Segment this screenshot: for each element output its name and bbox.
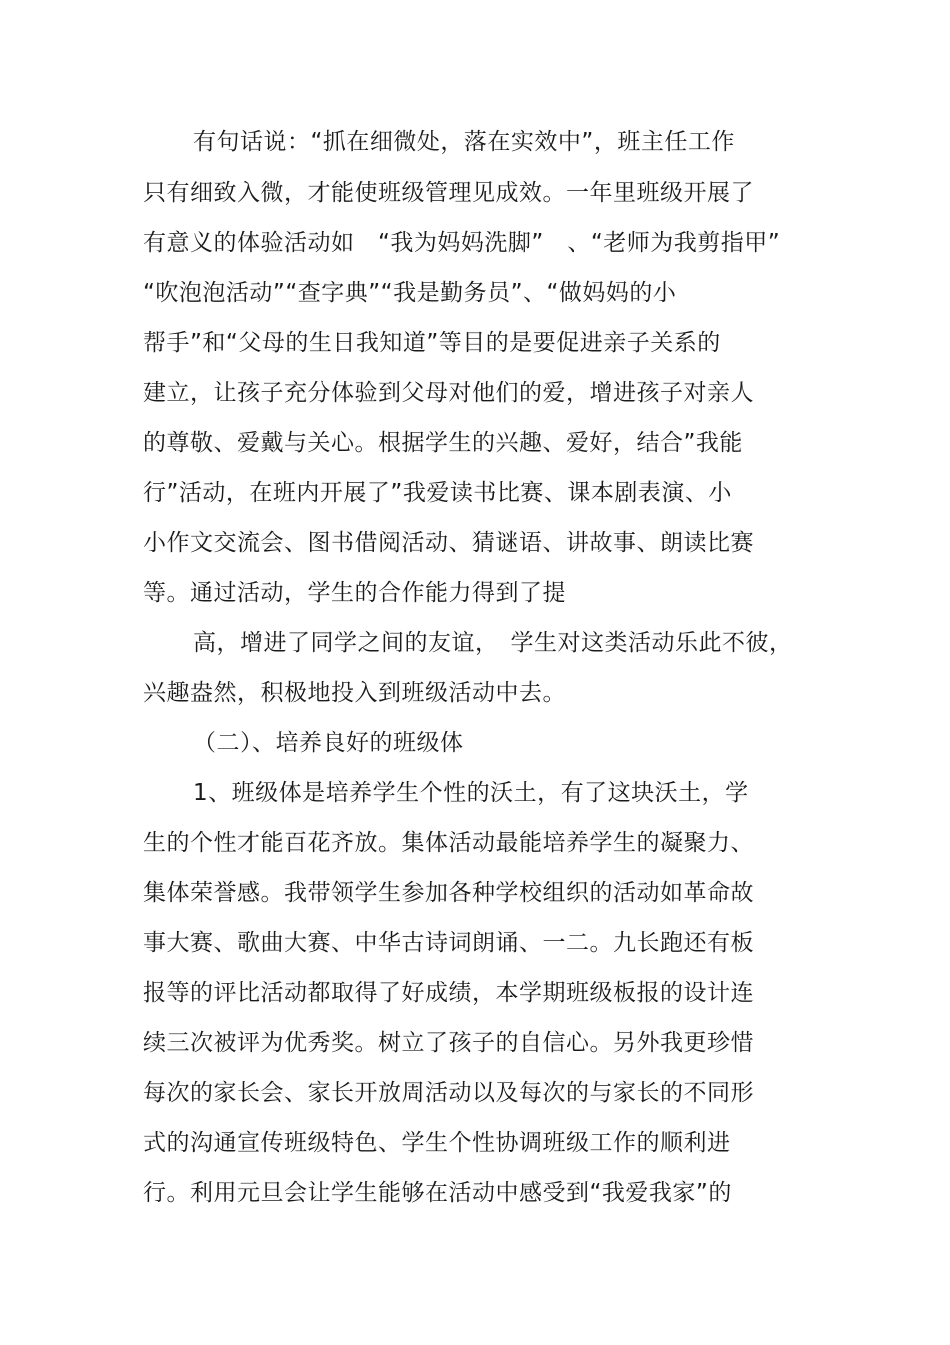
text-line: 行”活动，在班内开展了”我爱读书比赛、课本剧表演、小 [143,480,732,506]
text-line: 续三次被评为优秀奖。树立了孩子的自信心。另外我更珍惜 [143,1030,754,1056]
text-line: 有意义的体验活动如 “我为妈妈洗脚” 、“老师为我剪指甲” [143,230,781,256]
section-heading: （二）、培养良好的班级体 [193,730,464,756]
text-line: 事大赛、歌曲大赛、中华古诗词朗诵、一二。九长跑还有板 [143,930,754,956]
text-line: 帮手”和“父母的生日我知道”等目的是要促进亲子关系的 [143,330,721,356]
text-line: 每次的家长会、家长开放周活动以及每次的与家长的不同形 [143,1080,754,1106]
text-line: 式的沟通宣传班级特色、学生个性协调班级工作的顺利进 [143,1130,731,1156]
text-line: 报等的评比活动都取得了好成绩，本学期班级板报的设计连 [143,980,754,1006]
text-line: 兴趣盎然，积极地投入到班级活动中去。 [143,680,566,706]
text-line: 等。通过活动，学生的合作能力得到了提 [143,580,566,606]
text-line: 只有细致入微，才能使班级管理见成效。一年里班级开展了 [143,180,754,206]
text-line: 有句话说：“抓在细微处，落在实效中”，班主任工作 [193,129,735,155]
text-line: “吹泡泡活动”“查字典”“我是勤务员”、“做妈妈的小 [143,280,677,306]
text-line: 1、班级体是培养学生个性的沃土，有了这块沃土，学 [193,780,749,806]
text-line: 高，增进了同学之间的友谊， 学生对这类活动乐此不彼， [193,630,793,656]
text-line: 生的个性才能百花齐放。集体活动最能培养学生的凝聚力、 [143,830,754,856]
text-line: 的尊敬、爱戴与关心。根据学生的兴趣、爱好，结合”我能 [143,430,743,456]
text-line: 建立，让孩子充分体验到父母对他们的爱，增进孩子对亲人 [143,380,754,406]
text-line: 小作文交流会、图书借阅活动、猜谜语、讲故事、朗读比赛 [143,530,754,556]
text-line: 集体荣誉感。我带领学生参加各种学校组织的活动如革命故 [143,880,754,906]
text-line: 行。利用元旦会让学生能够在活动中感受到“我爱我家”的 [143,1180,732,1206]
